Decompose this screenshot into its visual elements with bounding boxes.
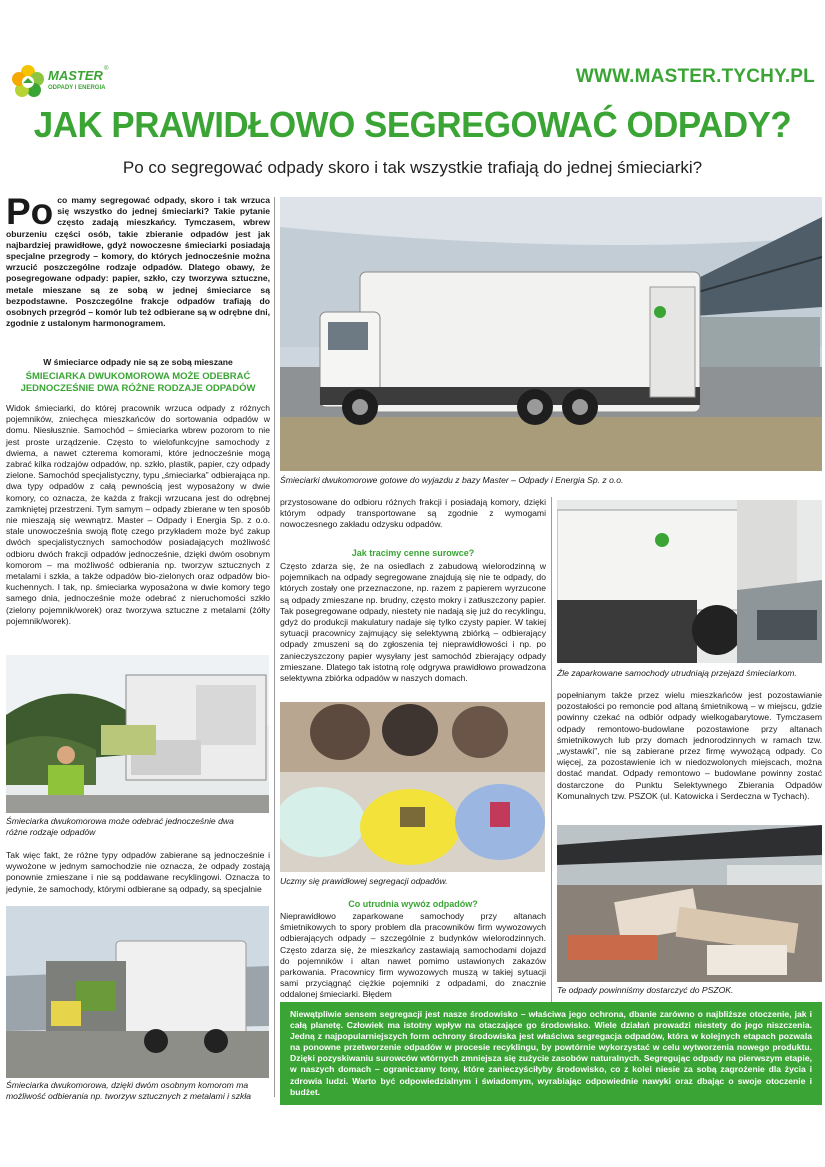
caption-worker-truck: Śmieciarka dwukomorowa może odebrać jednocześnie dwa różne rodzaje odpadów — [6, 816, 234, 837]
col1-body2: Tak więc fakt, że różne typy odpadów zabierane są jednocześnie i wywożone w jednym samochodzie nie oznacza, że odpady zostają ponownie zmieszane i nie są poddawane recyklingowi. Oznacza to jedynie, że samochody, którymi odbierane są odpady, są specjalnie — [6, 850, 270, 894]
caption-parked-cars: Źle zaparkowane samochody utrudniają przejazd śmieciarkom. — [557, 668, 797, 678]
summary-text: Niewątpliwie sensem segregacji jest nasze środowisko – właściwa jego ochrona, dbanie zarówno o najbliższe otoczenie, jak i całą planetę. Człowiek ma istotny wpływ na otaczające go środowisko. Wiele działań prowadzi niestety do jego niszczenia. Jedną z najpopularniejszych form ochrony środowiska jest właściwa segregacja odpadów, która w kolejnych etapach pozwala na ponowne przetworzenie odpadów w procesie recyklingu, by powtórnie wykorzystać w celu wytworzenia nowego produktu. Dzięki pozyskiwaniu surowców wtórnych zmniejsza się zużycie zasobów naturalnych. Segregując odpady na pierwszym etapie, w naszych domach – ograniczamy tony, które zanieczyściłyby środowisko, co z kolei niesie za sobą zagrożenie dla życia i zdrowia ludzi. Warto być odpowiedzialnym i świadomym, wyrabiając odpowiednie nawyki oraz dbając o swoje otoczenie i budżet. — [290, 1009, 812, 1097]
subheading-obstacles: Co utrudnia wywóz odpadów? — [348, 899, 478, 909]
subheading-black: W śmieciarce odpady nie są ze sobą mieszane — [43, 357, 233, 367]
caption-main-trucks: Śmieciarki dwukomorowe gotowe do wyjazdu z bazy Master – Odpady i Energia Sp. z o.o. — [280, 475, 624, 485]
caption-kids-sorting: Uczmy się prawidłowej segregacji odpadów. — [280, 876, 448, 886]
photo-worker-truck — [6, 655, 269, 813]
subheading-resources: Jak tracimy cenne surowce? — [351, 548, 475, 558]
col1-body1: Widok śmieciarki, do której pracownik wrzuca odpady z różnych pojemników, zniechęca mieszkańców do sortowania odpadów w domu. Niesłusznie. Samochód – śmieciarka wbrew pozorom to nie jest proste urządzenie. Często to wielofunkcyjne samochody z dwiema, a nawet czterema komorami, które jednocześnie mogą zabrać kilka rodzajów odpadów, np. szkło, plastik, papier, czy odpady zielone. Samochód specjalistyczny, typu „śmieciarka” odbierająca np. dwa typy odpadów z całą pewnością jest wyposażony w dwie komory, co oznacza, że każda z frakcji wrzucana jest do odrębnej zamkniętej przestrzeni. Tym samym – odpady zbierane w ten sposób nie mieszają się wewnątrz. Master – Odpady i Energia Sp. z o.o. stale unowocześnia swoją flotę czego przykładem może być zakup dwóch specjalistycznych samochodów posiadających możliwość odbioru dwóch frakcji odpadów jednocześnie, dzięki dwóm osobnym komorom – ma możliwość odbierania np. tworzyw sztucznych z metalami i szkła, a także odpadów bio-zielonych oraz odpadów bio-kuchennych. I tak, np. śmieciarka wyposażona w dwie komory tego samego dnia, jednocześnie może odebrać z nieruchomości szkło (zielony pojemnik/worek) oraz tworzywa sztuczne z metalami (żółty pojemnik/worek). — [6, 403, 270, 626]
photo-truck-loading — [6, 906, 269, 1078]
logo-registered: ® — [104, 66, 109, 72]
logo-flower-icon — [10, 64, 46, 100]
summary-box — [280, 1002, 822, 1105]
photo-renovation-waste — [557, 825, 822, 982]
photo-kids-sorting — [280, 702, 545, 872]
col2-body3: Nieprawidłowo zaparkowane samochody przy altanach śmietnikowych to spory problem dla pracowników firm wywozowych odbierających odpady – szczególnie z budynków wielorodzinnych. Często zdarza się, że mieszkańcy zastawiają samochodami dojazd do pojemników i altan nawet pomimo ustawionych zakazów parkowania. Pracownicy firm wywozowych muszą w takiej sytuacji sami przyciągnąć ciężkie pojemniki z odpadami, do znacznie oddalonej śmieciarki. Błędem — [280, 911, 546, 1000]
dropcap: Po — [6, 191, 54, 232]
col2-body2: Często zdarza się, że na osiedlach z zabudową wielorodzinną w pojemnikach na odpady segregowane znajdują się nie te odpady, do których zostały one przeznaczone, np. razem z papierem wyrzucone są odpady zmieszane np. brudny, często mokry i zatłuszczony papier. Tak posegregowane odpady, niestety nie nadają się już do recyklingu, gdyż do produkcji makulatury nadaje się tylko czysty papier. W takiej sytuacji pracownicy zajmujący się selektywną zbiórką – odbierający odpady zmuszeni są do zgłoszenia tej nieprawidłowości i np. po zanieczyszczony papier wysyłany jest samochód zbierający odpady zmieszane. Dlatego tak istotną rolę odgrywa prawidłowo prowadzona selektywna zbiórka odpadów w naszych domach. — [280, 561, 546, 684]
photo-main-trucks — [280, 197, 822, 471]
photo-parked-cars — [557, 500, 822, 663]
column-divider-2 — [551, 497, 552, 1002]
logo[interactable] — [10, 64, 120, 100]
website-url[interactable]: WWW.MASTER.TYCHY.PL — [575, 66, 815, 87]
col3-body: popełnianym także przez wielu mieszkańców jest pozostawianie pozostałości po remoncie pod altaną śmietnikową – w miejscu, gdzie powinny czekać na odbiór odpady wielkogabarytowe. Tymczasem odpady remontowo-budowlane pozostawione przy altanach śmietnikowych lub przy domach jednorodzinnych w ramach tzw. „wystawki”, nie są zabierane przez firmę wywożącą odpady. Co więcej, za pozostawienie ich w niedozwolonych miejscach, można dostać mandat. Odpady remontowo – budowlane powinny zostać dostarczone do Punktu Selektywnego Zbierania Odpadów Komunalnych tzw. PSZOK (ul. Katowicka i Serdeczna w Tychach). — [557, 690, 822, 801]
page-title: JAK PRAWIDŁOWO SEGREGOWAĆ ODPADY? — [33, 104, 792, 145]
subheading-green: ŚMIECIARKA DWUKOMOROWA MOŻE ODEBRAĆ JEDNOCZEŚNIE DWA RÓŻNE RODZAJE ODPADÓW — [20, 371, 256, 394]
column-divider-1 — [274, 197, 275, 1097]
logo-name: MASTER — [48, 68, 103, 83]
col2-body1: przystosowane do odbioru różnych frakcji i posiadają komory, dzięki którym odpady transportowane są zgodnie z wymogami nowoczesnego zakładu odzysku odpadów. — [280, 497, 546, 530]
caption-renovation-waste: Te odpady powinniśmy dostarczyć do PSZOK. — [557, 985, 734, 995]
page-subtitle: Po co segregować odpady skoro i tak wszystkie trafiają do jednej śmieciarki? — [122, 158, 703, 177]
intro-text: co mamy segregować odpady, skoro i tak wrzuca się wszystko do jednej śmieciarki? Takie pytanie często zadają mieszkańcy. Tymczasem, wbrew oburzeniu części osób, takie zbieranie odpadów jest jak najbardziej prawidłowe, gdyż nowoczesne śmieciarki posiadają specjalne przegrody – komory, do których jednocześnie można wrzucić poszczególne rodzaje odpadów. Dlatego obawy, że posegregowane odpady: papier, szkło, czy tworzywa sztuczne, metale mieszane są ze sobą w jednej śmieciarce są bezpodstawne. Poszczególne frakcje odpadów trafiają do osobnych przegród – komór lub też odbierane są w odrębne dni, zgodnie z ustalonym harmonogramem. — [6, 195, 270, 329]
logo-subtitle: ODPADY I ENERGIA — [48, 85, 106, 91]
caption-truck-loading: Śmieciarka dwukomorowa, dzięki dwóm osobnym komorom ma możliwość odbierania np. tworzyw sztucznych z metalami i szkła — [6, 1080, 252, 1101]
intro-paragraph — [6, 191, 270, 329]
